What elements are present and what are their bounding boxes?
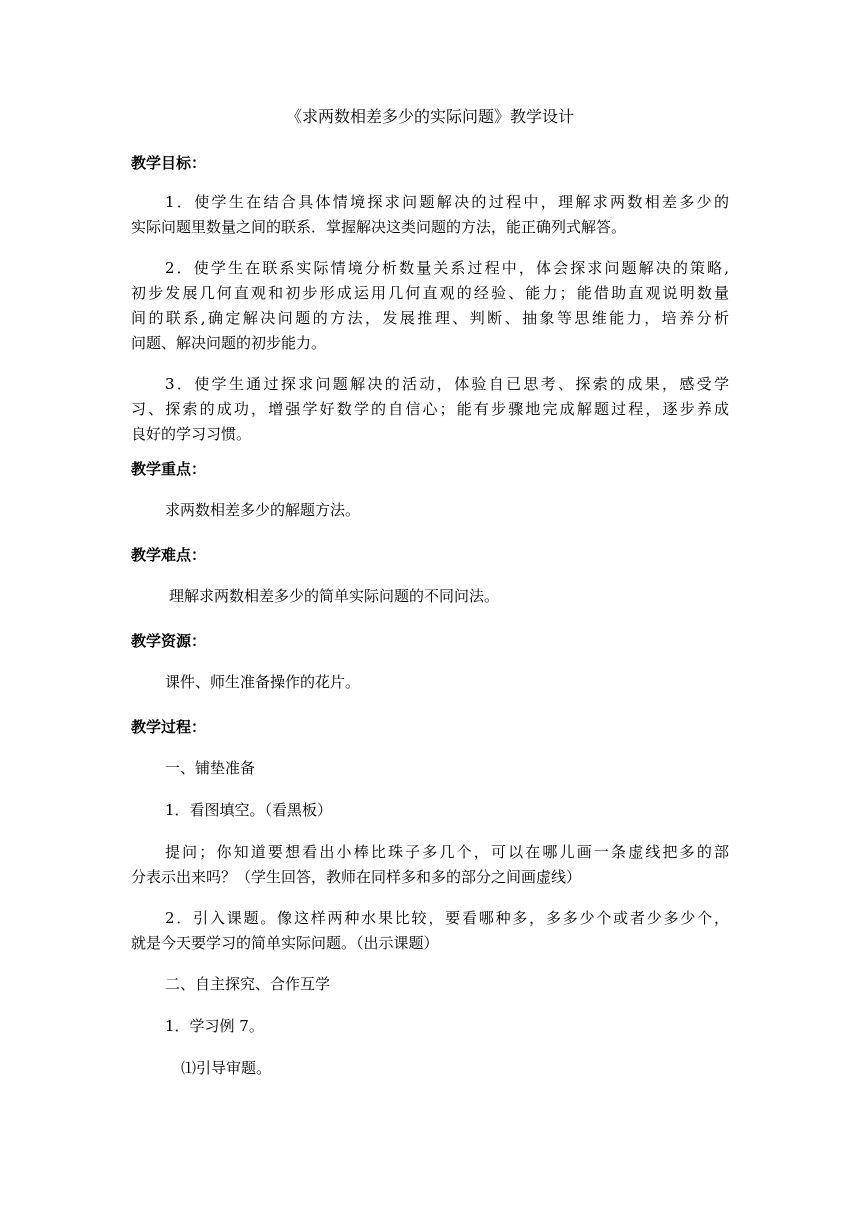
step-2-line-1: 2．引入课题。像这样两种水果比较，要看哪种多，多多少个或者少多少个，	[165, 909, 729, 927]
resources-text: 课件、师生准备操作的花片。	[165, 673, 361, 691]
goal-2-line-3: 间的联系,确定解决问题的方法，发展推理、判断、抽象等思维能力，培养分析	[131, 309, 729, 327]
goal-1-line-1: 1．使学生在结合具体情境探求问题解决的过程中，理解求两数相差多少的	[165, 193, 729, 211]
step-2-paragraph	[131, 906, 729, 956]
resources-heading: 教学资源：	[131, 632, 207, 650]
goal-3-line-2: 习、探索的成功，增强学好数学的自信心；能有步骤地完成解题过程，逐步养成	[131, 400, 729, 418]
section-2-title: 二、自主探究、合作互学	[165, 975, 331, 993]
step-2-line-2: 就是今天要学习的简单实际问题。（出示课题）	[131, 934, 439, 952]
example-text: 1．学习例 7。	[165, 1017, 264, 1035]
step-1-block	[131, 798, 729, 823]
goal-2-line-1: 2．使学生在联系实际情境分析数量关系过程中，体会探求问题解决的策略,	[165, 259, 729, 277]
section-1-block	[131, 756, 729, 781]
difficulty-heading: 教学难点：	[131, 546, 207, 564]
goal-item-3	[131, 372, 729, 447]
goal-2-line-4: 问题、解决问题的初步能力。	[131, 334, 327, 352]
question-line-2: 分表示出来吗？（学生回答，教师在同样多和多的部分之间画虚线）	[131, 868, 582, 886]
key-point-heading: 教学重点：	[131, 460, 207, 478]
sub-step-text: ⑴引导审题。	[181, 1059, 272, 1077]
sub-step-block	[131, 1056, 729, 1081]
question-paragraph	[131, 840, 729, 890]
key-point-text: 求两数相差多少的解题方法。	[165, 501, 361, 519]
goal-3-line-1: 3．使学生通过探求问题解决的活动，体验自已思考、探索的成果，感受学	[165, 375, 729, 393]
section-2-block	[131, 972, 729, 997]
process-heading: 教学过程：	[131, 718, 207, 736]
difficulty-text-block	[131, 584, 729, 609]
goal-1-line-2: 实际问题里数量之间的联系．掌握解决这类问题的方法，能正确列式解答。	[131, 218, 627, 236]
resources-text-block	[131, 670, 729, 695]
key-point-text-block	[131, 498, 729, 523]
section-1-title: 一、铺垫准备	[165, 759, 256, 777]
goals-heading: 教学目标：	[131, 154, 207, 172]
difficulty-text: 理解求两数相差多少的简单实际问题的不同问法。	[169, 587, 500, 605]
goal-3-line-3: 良好的学习习惯。	[131, 425, 252, 443]
question-line-1: 提问；你知道要想看出小棒比珠子多几个，可以在哪儿画一条虚线把多的部	[165, 843, 729, 861]
goal-2-line-2: 初步发展几何直观和初步形成运用几何直观的经验、能力；能借助直观说明数量	[131, 284, 729, 302]
document-title: 《求两数相差多少的实际问题》教学设计	[285, 107, 574, 126]
example-block	[131, 1014, 729, 1039]
step-1-text: 1．看图填空。（看黑板）	[165, 801, 333, 819]
goal-item-1	[131, 190, 729, 240]
goal-item-2	[131, 256, 729, 356]
